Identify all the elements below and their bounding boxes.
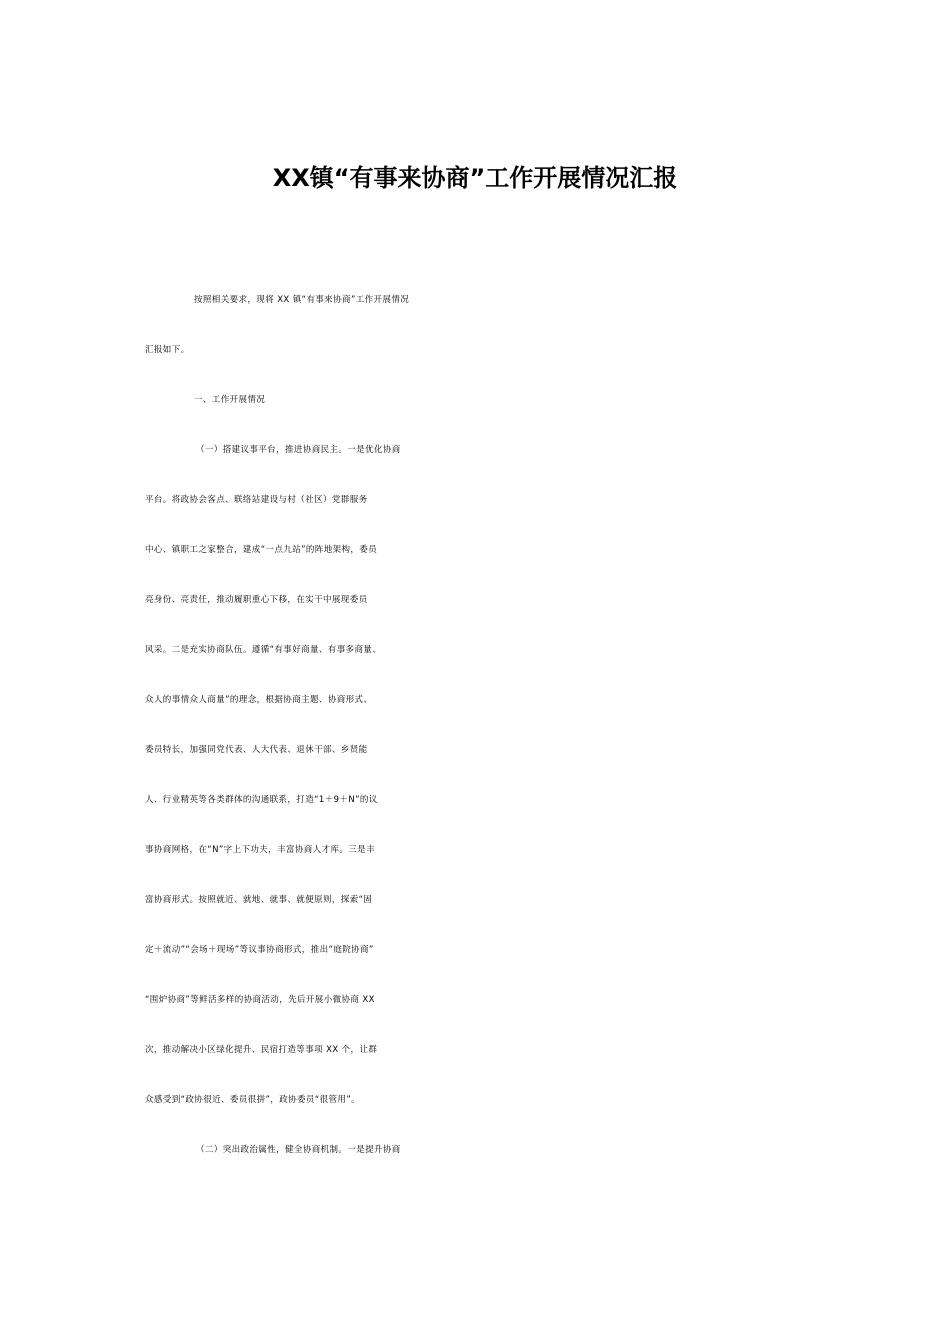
paragraph-line-1: 按照相关要求，现将 XX 镇“有事来协商”工作开展情况 (194, 295, 410, 305)
paragraph-line-11: 人、行业精英等各类群体的沟通联系，打造“1＋9＋N”的议 (145, 795, 378, 805)
paragraph-line-10: 委员特长，加强同党代表、人大代表、退休干部、乡贤能 (145, 745, 368, 755)
paragraph-line-8: 风采。二是充实协商队伍。遵循“有事好商量、有事多商量、 (145, 645, 382, 655)
paragraph-line-13: 富协商形式。按照就近、就地、就事、就便原则，探索“固 (145, 895, 373, 905)
paragraph-line-5: 平台。将政协会客点、联络站建设与村（社区）党群服务 (145, 495, 368, 505)
paragraph-line-2: 汇报如下。 (145, 345, 190, 355)
paragraph-line-4: （一）搭建议事平台，推进协商民主。一是优化协商 (196, 445, 401, 455)
paragraph-line-9: 众人的事情众人商量”的理念，根据协商主题、协商形式、 (145, 695, 373, 705)
section-heading: 一、工作开展情况 (194, 395, 266, 405)
paragraph-line-12: 事协商网格，在“N”字上下功夫，丰富协商人才库。三是丰 (145, 845, 375, 855)
paragraph-line-18: （二）突出政治属性，健全协商机制。一是提升协商 (196, 1145, 401, 1155)
paragraph-line-15: “围炉协商”等鲜活多样的协商活动，先后开展小微协商 XX (145, 995, 375, 1005)
paragraph-line-7: 亮身份、亮责任，推动履职重心下移，在实干中展现委员 (145, 595, 368, 605)
paragraph-line-6: 中心、镇职工之家整合，建成“一点九站”的阵地架构，委员 (145, 545, 378, 555)
paragraph-line-14: 定＋流动”“会场＋现场”等议事协商形式，推出“庭院协商” (145, 945, 374, 955)
paragraph-line-16: 次，推动解决小区绿化提升、民宿打造等事项 XX 个，让群 (145, 1045, 378, 1055)
paragraph-line-17: 众感受到“政协很近、委员很拼”，政协委员“很管用”。 (145, 1095, 361, 1105)
document-title: XX镇“有事来协商”工作开展情况汇报 (272, 164, 678, 192)
